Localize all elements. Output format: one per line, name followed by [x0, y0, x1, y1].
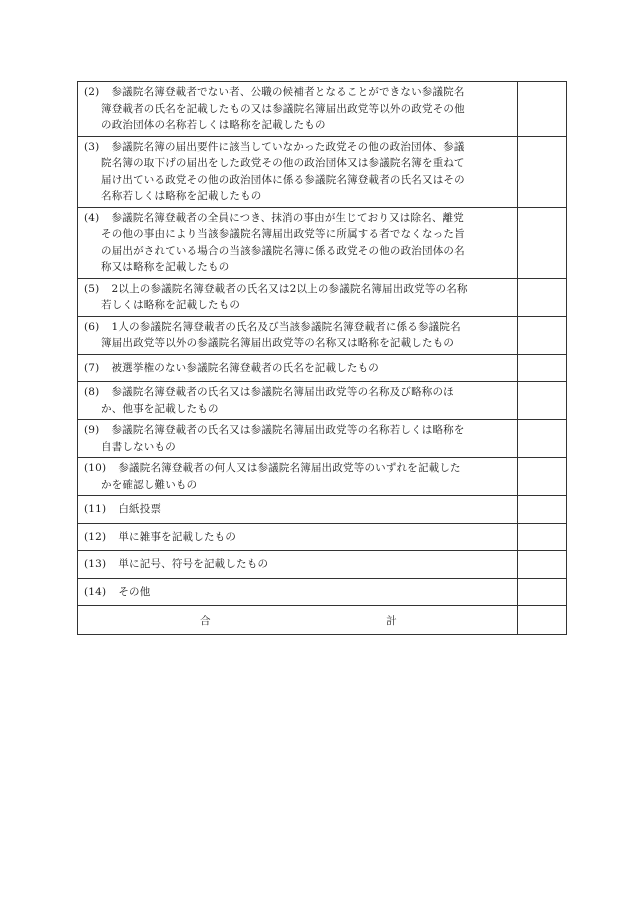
reason-text: 参議院名簿登載者の氏名又は参議院名簿届出政党等の名称及び略称のほ [111, 386, 454, 398]
reason-line: 簿登載者の氏名を記載したもの又は参議院名簿届出政党等以外の政党その他 [101, 102, 465, 115]
reason-line [84, 460, 514, 477]
table-row [78, 136, 567, 207]
reason-line: 若しくは略称を記載したもの [101, 299, 241, 311]
count-cell[interactable] [518, 82, 567, 137]
reason-cell [78, 136, 518, 207]
table-body [78, 82, 567, 635]
reason-line [84, 498, 514, 521]
reason-line [84, 553, 514, 576]
reason-line [84, 581, 514, 604]
reason-text: 単に雑事を記載したもの [118, 530, 237, 543]
item-number: (3) [84, 140, 100, 153]
item-number: (11) [84, 503, 107, 515]
count-cell[interactable] [518, 458, 567, 496]
item-number: (14) [84, 585, 107, 598]
item-number: (4) [84, 211, 100, 224]
reason-line [84, 357, 514, 380]
reason-line: の届出がされている場合の当該参議院名簿に係る政党その他の政治団体の名 [101, 244, 465, 257]
count-cell[interactable] [518, 523, 567, 551]
table-row [78, 354, 567, 382]
reason-line [84, 319, 514, 336]
reason-text: その他 [118, 585, 151, 598]
reason-line: 簿届出政党等以外の参議院名簿届出政党等の名称又は略称を記載したもの [101, 337, 455, 349]
reason-line: かを確認し難いもの [101, 478, 198, 491]
reason-cell [78, 578, 518, 606]
reason-line [84, 526, 514, 549]
item-number: (2) [84, 86, 100, 98]
total-row [78, 606, 567, 635]
reason-line [84, 210, 514, 227]
count-cell[interactable] [518, 354, 567, 382]
count-cell[interactable] [518, 316, 567, 354]
table-row [78, 382, 567, 420]
item-number: (5) [84, 282, 100, 295]
total-label-left: 合 [200, 614, 211, 627]
table-row [78, 207, 567, 278]
count-cell[interactable] [518, 420, 567, 458]
reason-line: か、他事を記載したもの [101, 402, 219, 415]
item-number: (10) [84, 462, 107, 474]
reason-line [84, 281, 514, 298]
item-number: (9) [84, 424, 100, 436]
table-row [78, 523, 567, 551]
reason-line: 名称若しくは略称を記載したもの [101, 190, 262, 202]
reason-cell [78, 316, 518, 354]
reason-line: 自書しないもの [101, 440, 176, 453]
table-row [78, 496, 567, 524]
total-label-right: 計 [386, 614, 397, 627]
reason-cell [78, 382, 518, 420]
reason-line: 届け出ている政党その他の政治団体に係る参議院名簿登載者の氏名又はその [101, 173, 465, 186]
table-row [78, 420, 567, 458]
reason-text: 参議院名簿登載者の全員につき、抹消の事由が生じており又は除名、離党 [111, 211, 464, 224]
table-row [78, 578, 567, 606]
reason-text: 参議院名簿登載者の何人又は参議院名簿届出政党等のいずれを記載した [118, 462, 461, 474]
reason-line: の政治団体の名称若しくは略称を記載したもの [101, 119, 326, 131]
reason-text: 1人の参議院名簿登載者の氏名及び当該参議院名簿登載者に係る参議院名 [111, 320, 461, 333]
reason-line [84, 422, 514, 439]
reason-cell [78, 278, 518, 316]
table-row [78, 458, 567, 496]
count-cell[interactable] [518, 207, 567, 278]
invalid-ballot-table [77, 81, 567, 635]
table-row [78, 316, 567, 354]
reason-cell [78, 420, 518, 458]
reason-cell [78, 458, 518, 496]
reason-text: 単に記号、符号を記載したもの [118, 558, 269, 570]
count-cell[interactable] [518, 578, 567, 606]
total-count-cell[interactable] [518, 606, 567, 635]
table-row [78, 551, 567, 579]
reason-text: 被選挙権のない参議院名簿登載者の氏名を記載したもの [111, 361, 379, 374]
count-cell[interactable] [518, 382, 567, 420]
reason-text: 参議院名簿登載者の氏名又は参議院名簿届出政党等の名称若しくは略称を [111, 424, 465, 436]
item-number: (8) [84, 386, 100, 398]
reason-text: 白紙投票 [118, 503, 162, 515]
reason-line [84, 139, 514, 156]
table-row [78, 278, 567, 316]
total-label-cell [78, 606, 518, 635]
reason-line [84, 84, 514, 101]
reason-line [84, 384, 514, 401]
reason-text: 参議院名簿の届出要件に該当していなかった政党その他の政治団体、参議 [111, 140, 465, 153]
count-cell[interactable] [518, 551, 567, 579]
table-row [78, 82, 567, 137]
reason-line: その他の事由により当該参議院名簿届出政党等に所属する者でなくなった旨 [101, 228, 465, 240]
reason-cell [78, 551, 518, 579]
reason-cell [78, 82, 518, 137]
count-cell[interactable] [518, 136, 567, 207]
reason-line: 院名簿の取下げの届出をした政党その他の政治団体又は参議院名簿を重ねて [101, 157, 465, 169]
count-cell[interactable] [518, 278, 567, 316]
total-label [78, 613, 517, 630]
item-number: (7) [84, 361, 100, 374]
reason-text: 2以上の参議院名簿登載者の氏名又は2以上の参議院名簿届出政党等の名称 [111, 282, 468, 295]
item-number: (12) [84, 530, 107, 543]
item-number: (6) [84, 320, 100, 333]
reason-cell [78, 496, 518, 524]
reason-cell [78, 523, 518, 551]
reason-cell [78, 354, 518, 382]
item-number: (13) [84, 558, 107, 570]
reason-cell [78, 207, 518, 278]
reason-text: 参議院名簿登載者でない者、公職の候補者となることができない参議院名 [111, 86, 465, 98]
reason-line: 称又は略称を記載したもの [101, 261, 230, 273]
count-cell[interactable] [518, 496, 567, 524]
